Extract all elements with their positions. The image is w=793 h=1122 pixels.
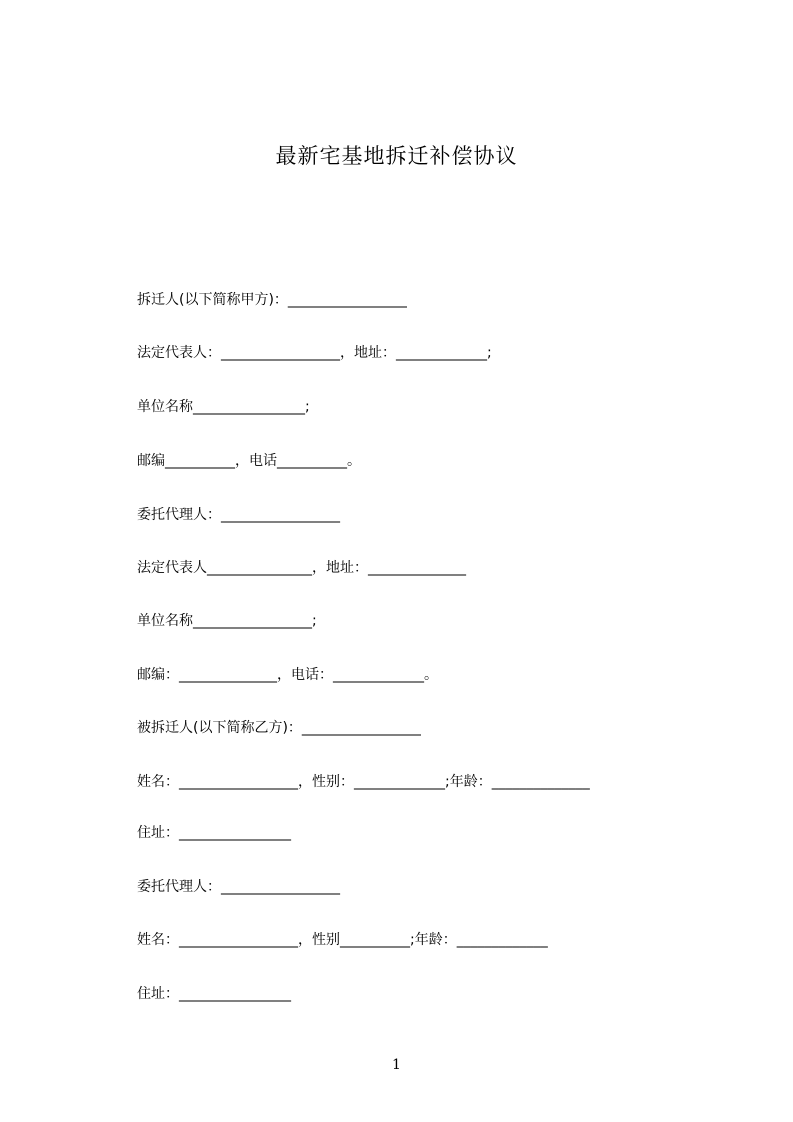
party-a-unit-name-line: 单位名称________________; bbox=[137, 399, 310, 415]
party-b-line: 被拆迁人(以下简称乙方)：_________________ bbox=[137, 720, 421, 736]
party-b-name-gender-age-line: 姓名：_________________，性别：_____________;年龄：______________ bbox=[137, 774, 590, 790]
party-b-address-line: 住址：________________ bbox=[137, 825, 291, 841]
agent-unit-name-line: 单位名称_________________; bbox=[137, 613, 317, 629]
agent-postcode-phone-line: 邮编：______________，电话：_____________。 bbox=[137, 667, 438, 683]
party-a-postcode-phone-line: 邮编__________，电话__________。 bbox=[137, 453, 361, 469]
party-a-agent-line: 委托代理人：_________________ bbox=[137, 507, 340, 523]
party-b-agent-address-line: 住址：________________ bbox=[137, 986, 291, 1002]
party-a-legal-rep-address-line: 法定代表人：_________________，地址：_____________; bbox=[137, 345, 492, 361]
document-title: 最新宅基地拆迁补偿协议 bbox=[275, 144, 518, 168]
party-b-agent-line: 委托代理人：_________________ bbox=[137, 879, 340, 895]
party-b-agent-name-gender-age-line: 姓名：_________________，性别__________;年龄：_____________ bbox=[137, 932, 548, 948]
agent-legal-rep-address-line: 法定代表人_______________，地址：______________ bbox=[137, 560, 466, 576]
party-a-line: 拆迁人(以下简称甲方)：_________________ bbox=[137, 292, 407, 308]
page-number: 1 bbox=[392, 1057, 401, 1073]
